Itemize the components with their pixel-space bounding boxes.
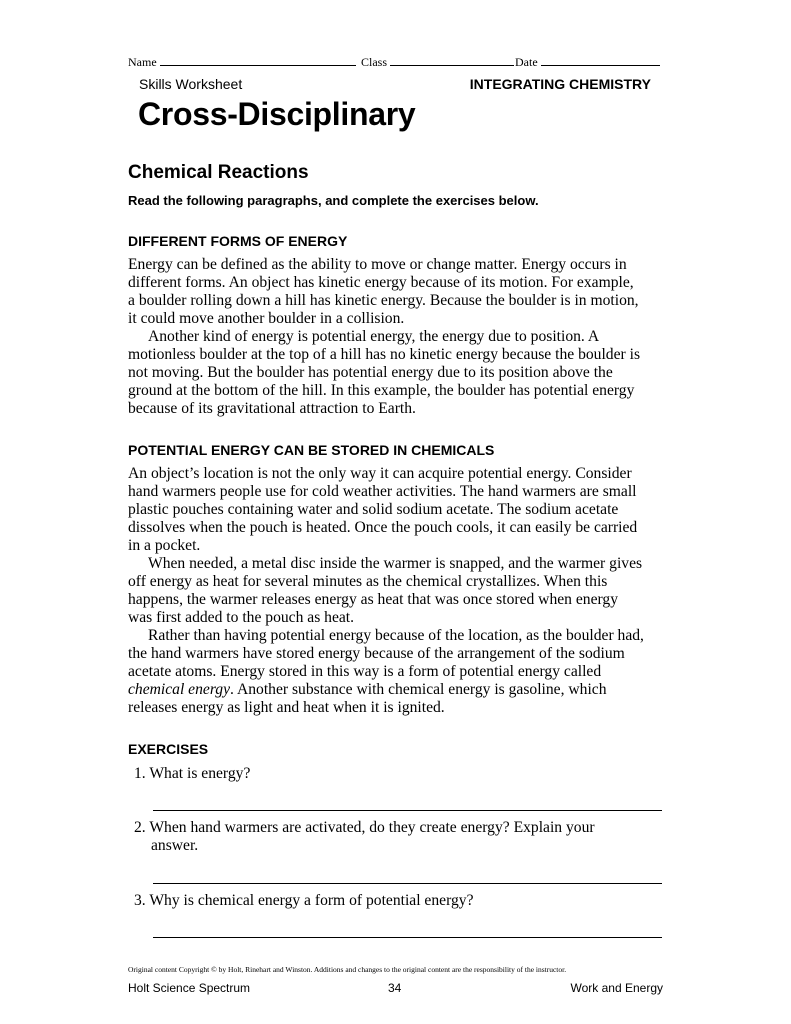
name-field[interactable] bbox=[128, 53, 356, 70]
exercise-question-1 bbox=[134, 765, 250, 783]
question-text: When hand warmers are activated, do they create energy? Explain your bbox=[149, 819, 595, 836]
student-info-fields bbox=[128, 53, 663, 71]
paragraph-line: Another kind of energy is potential energy, the energy due to position. A bbox=[148, 328, 600, 345]
page-subtitle: Chemical Reactions bbox=[128, 162, 309, 183]
paragraph-line: plastic pouches containing water and solid sodium acetate. The sodium acetate bbox=[128, 501, 619, 518]
answer-line-1[interactable] bbox=[153, 810, 662, 811]
paragraph-line: happens, the warmer releases energy as heat that was once stored when energy bbox=[128, 591, 618, 608]
question-text: Why is chemical energy a form of potential energy? bbox=[149, 892, 474, 909]
paragraph-line: was first added to the pouch as heat. bbox=[128, 609, 355, 626]
date-blank[interactable] bbox=[541, 53, 660, 66]
paragraph-line: different forms. An object has kinetic energy because of its motion. For example, bbox=[128, 274, 634, 291]
paragraph-line: not moving. But the boulder has potential energy due to its position above the bbox=[128, 364, 613, 381]
paragraph-line: off energy as heat for several minutes as the chemical crystallizes. When this bbox=[128, 573, 608, 590]
question-number: 2. bbox=[134, 819, 146, 836]
date-field[interactable] bbox=[515, 53, 660, 70]
paragraph-line: When needed, a metal disc inside the warmer is snapped, and the warmer gives bbox=[148, 555, 643, 572]
class-field[interactable] bbox=[361, 53, 514, 70]
section-body-potential-energy bbox=[128, 465, 668, 717]
exercise-question-3 bbox=[134, 892, 474, 910]
section-body-forms-of-energy bbox=[128, 256, 668, 418]
section-heading-potential-energy: POTENTIAL ENERGY CAN BE STORED IN CHEMICALS bbox=[128, 442, 495, 458]
section-heading-forms-of-energy: DIFFERENT FORMS OF ENERGY bbox=[128, 233, 348, 249]
page-number: 34 bbox=[388, 981, 402, 995]
paragraph-line: dissolves when the pouch is heated. Once the pouch cools, it can easily be carried bbox=[128, 519, 638, 536]
paragraph-line: because of its gravitational attraction to Earth. bbox=[128, 400, 416, 417]
copyright-notice: Original content Copyright © by Holt, Rinehart and Winston. Additions and changes to the original content are the responsibility of the instructor. bbox=[128, 965, 567, 974]
paragraph-line: motionless boulder at the top of a hill has no kinetic energy because the boulder is bbox=[128, 346, 641, 363]
class-blank[interactable] bbox=[390, 53, 514, 66]
paragraph-line: the hand warmers have stored energy because of the arrangement of the sodium bbox=[128, 645, 625, 662]
page-title: Cross-Disciplinary bbox=[138, 96, 416, 132]
paragraph-line: acetate atoms. Energy stored in this way is a form of potential energy called bbox=[128, 663, 602, 680]
worksheet-type: Skills Worksheet bbox=[139, 76, 243, 92]
worksheet-category: INTEGRATING CHEMISTRY bbox=[469, 76, 651, 92]
date-label: Date bbox=[515, 55, 538, 69]
question-text-continuation: answer. bbox=[151, 837, 199, 854]
paragraph-line bbox=[128, 681, 668, 699]
answer-line-2[interactable] bbox=[153, 883, 662, 884]
instructions: Read the following paragraphs, and complete the exercises below. bbox=[128, 193, 539, 208]
section-heading-exercises: EXERCISES bbox=[128, 741, 209, 757]
question-text: What is energy? bbox=[149, 765, 251, 782]
chemical-energy-term: chemical energy bbox=[128, 681, 231, 698]
footer-chapter: Work and Energy bbox=[570, 981, 663, 995]
paragraph-line-continuation: . Another substance with chemical energy is gasoline, which bbox=[230, 681, 607, 698]
paragraph-line: Rather than having potential energy because of the location, as the boulder had, bbox=[148, 627, 644, 644]
name-blank[interactable] bbox=[160, 53, 356, 66]
answer-line-3[interactable] bbox=[153, 937, 662, 938]
class-label: Class bbox=[361, 55, 388, 69]
paragraph-line: it could move another boulder in a collision. bbox=[128, 310, 405, 327]
question-number: 1. bbox=[134, 765, 146, 782]
paragraph-line: releases energy as light and heat when it is ignited. bbox=[128, 699, 445, 716]
paragraph-line: hand warmers people use for cold weather activities. The hand warmers are small bbox=[128, 483, 637, 500]
name-label: Name bbox=[128, 55, 157, 69]
paragraph-line: An object’s location is not the only way it can acquire potential energy. Consider bbox=[128, 465, 632, 482]
footer-publication: Holt Science Spectrum bbox=[128, 981, 251, 995]
paragraph-line: in a pocket. bbox=[128, 537, 201, 554]
paragraph-line: a boulder rolling down a hill has kinetic energy. Because the boulder is in motion, bbox=[128, 292, 639, 309]
paragraph-line: ground at the bottom of the hill. In this example, the boulder has potential energy bbox=[128, 382, 635, 399]
paragraph-line: Energy can be defined as the ability to move or change matter. Energy occurs in bbox=[128, 256, 627, 273]
exercise-question-2 bbox=[134, 819, 595, 855]
question-number: 3. bbox=[134, 892, 146, 909]
